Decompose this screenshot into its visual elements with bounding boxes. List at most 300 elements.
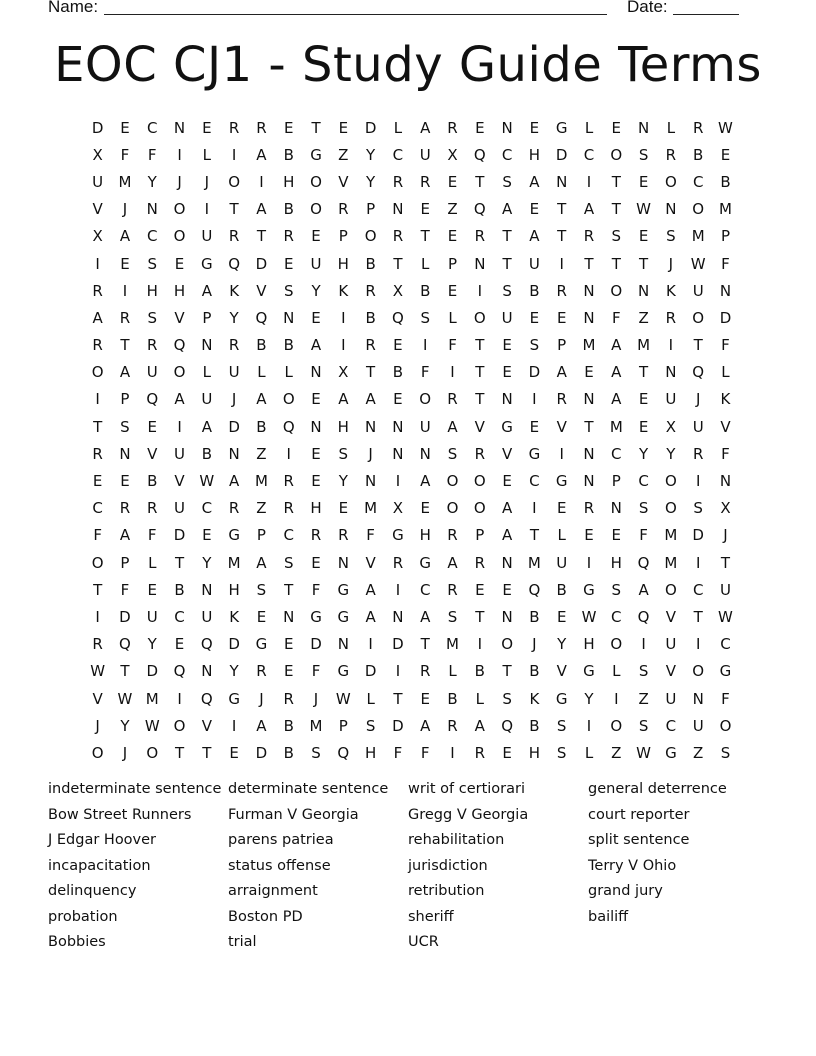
grid-letter: B: [420, 281, 431, 300]
grid-letter: L: [666, 118, 676, 137]
grid-letter: E: [147, 580, 157, 599]
grid-letter: T: [202, 743, 212, 762]
grid-letter: R: [256, 118, 267, 137]
grid-letter: N: [146, 200, 158, 219]
word-list-column: [48, 778, 221, 957]
grid-letter: E: [120, 254, 130, 273]
grid-letter: X: [338, 363, 349, 382]
grid-letter: C: [92, 499, 103, 518]
grid-letter: V: [556, 417, 567, 436]
grid-letter: G: [665, 743, 677, 762]
grid-letter: M: [309, 716, 323, 735]
grid-letter: K: [338, 281, 349, 300]
grid-letter: S: [611, 580, 622, 599]
grid-letter: M: [664, 553, 678, 572]
grid-letter: S: [502, 172, 512, 191]
grid-letter: D: [364, 118, 377, 137]
grid-letter: A: [201, 417, 212, 436]
grid-letter: Q: [173, 662, 186, 681]
grid-letter: P: [120, 553, 130, 572]
grid-letter: L: [584, 743, 594, 762]
grid-letter: E: [638, 390, 649, 409]
grid-letter: G: [310, 145, 322, 164]
date-blank-line: [673, 14, 739, 15]
grid-row: [84, 413, 739, 440]
grid-letter: S: [638, 145, 649, 164]
grid-letter: I: [695, 472, 701, 491]
grid-letter: B: [365, 308, 376, 327]
grid-letter: G: [337, 607, 350, 626]
grid-letter: N: [119, 444, 131, 463]
grid-letter: T: [693, 607, 703, 626]
grid-row: [84, 223, 739, 250]
word-list-item: writ of certiorari: [408, 781, 526, 797]
grid-letter: R: [228, 499, 240, 518]
grid-row: [84, 739, 739, 766]
grid-letter: O: [446, 499, 459, 518]
grid-letter: Y: [584, 689, 594, 708]
grid-letter: I: [559, 254, 564, 273]
grid-letter: R: [447, 390, 458, 409]
grid-letter: M: [637, 336, 651, 355]
grid-letter: E: [611, 118, 622, 137]
grid-letter: U: [501, 308, 513, 327]
grid-letter: H: [310, 499, 322, 518]
name-blank-line: [104, 14, 607, 15]
grid-letter: H: [337, 254, 349, 273]
grid-letter: S: [338, 444, 349, 463]
grid-letter: B: [529, 281, 540, 300]
grid-letter: V: [256, 281, 267, 300]
grid-letter: L: [448, 662, 457, 681]
grid-letter: G: [255, 635, 268, 654]
grid-letter: Z: [256, 444, 267, 463]
word-list-item: Furman V Georgia: [228, 806, 359, 823]
grid-letter: F: [120, 145, 130, 164]
grid-letter: P: [720, 227, 730, 246]
grid-letter: R: [474, 743, 486, 762]
grid-letter: R: [583, 499, 595, 518]
grid-letter: P: [338, 227, 348, 246]
grid-row: [84, 141, 739, 168]
grid-row: [84, 196, 739, 223]
grid-row: [84, 631, 739, 658]
grid-letter: R: [119, 308, 131, 327]
grid-letter: E: [502, 472, 512, 491]
grid-letter: T: [557, 200, 567, 219]
grid-letter: A: [256, 716, 267, 735]
grid-letter: O: [173, 227, 186, 246]
grid-row: [84, 576, 739, 603]
grid-letter: I: [95, 254, 100, 273]
grid-letter: E: [120, 118, 130, 137]
grid-letter: C: [611, 444, 622, 463]
grid-letter: T: [502, 254, 512, 273]
grid-letter: Z: [611, 743, 622, 762]
grid-letter: C: [611, 607, 622, 626]
grid-letter: T: [584, 254, 594, 273]
grid-letter: N: [556, 172, 568, 191]
grid-letter: T: [502, 227, 512, 246]
grid-letter: V: [665, 607, 677, 626]
grid-letter: A: [501, 200, 513, 219]
grid-letter: I: [177, 145, 182, 164]
grid-letter: X: [447, 145, 458, 164]
grid-letter: S: [447, 607, 458, 626]
grid-letter: A: [119, 363, 131, 382]
grid-letter: G: [719, 662, 732, 681]
grid-letter: T: [639, 254, 649, 273]
grid-letter: D: [310, 635, 322, 654]
grid-letter: N: [610, 499, 622, 518]
grid-letter: N: [392, 417, 404, 436]
grid-letter: B: [529, 662, 540, 681]
grid-letter: V: [365, 553, 376, 572]
grid-letter: E: [338, 499, 349, 518]
grid-letter: A: [256, 145, 267, 164]
grid-letter: Y: [639, 444, 649, 463]
grid-letter: A: [420, 607, 431, 626]
grid-letter: S: [611, 227, 622, 246]
grid-letter: E: [502, 580, 512, 599]
grid-letter: C: [174, 607, 185, 626]
grid-letter: O: [664, 499, 677, 518]
grid-letter: R: [256, 662, 267, 681]
grid-letter: G: [555, 118, 568, 137]
grid-letter: Z: [256, 499, 267, 518]
grid-letter: U: [719, 580, 731, 599]
grid-letter: A: [420, 118, 431, 137]
grid-letter: M: [364, 499, 378, 518]
word-list-item: probation: [48, 908, 118, 925]
grid-letter: Z: [638, 689, 649, 708]
grid-letter: I: [422, 336, 428, 355]
grid-letter: E: [229, 743, 239, 762]
grid-letter: N: [365, 472, 377, 491]
grid-letter: L: [557, 526, 566, 545]
grid-letter: H: [583, 635, 595, 654]
grid-letter: G: [555, 472, 568, 491]
grid-letter: S: [311, 743, 321, 762]
grid-letter: P: [611, 472, 621, 491]
grid-letter: U: [174, 444, 186, 463]
grid-letter: K: [720, 390, 731, 409]
grid-letter: Z: [447, 200, 458, 219]
grid-letter: T: [557, 227, 567, 246]
grid-row: [84, 386, 739, 413]
word-list-item: Boston PD: [228, 908, 303, 925]
name-label: Name:: [48, 0, 99, 16]
grid-letter: I: [532, 390, 537, 409]
grid-letter: E: [502, 336, 512, 355]
grid-letter: T: [174, 553, 185, 572]
grid-letter: O: [719, 716, 732, 735]
grid-letter: E: [529, 118, 540, 137]
grid-letter: R: [583, 227, 595, 246]
grid-letter: T: [311, 118, 321, 137]
grid-letter: E: [447, 172, 458, 191]
grid-letter: C: [501, 145, 513, 164]
grid-letter: O: [473, 308, 486, 327]
grid-letter: B: [256, 417, 267, 436]
grid-letter: W: [117, 689, 133, 708]
grid-letter: O: [91, 363, 104, 382]
grid-letter: A: [611, 363, 622, 382]
grid-letter: F: [393, 743, 403, 762]
grid-letter: E: [174, 254, 185, 273]
grid-letter: E: [529, 200, 540, 219]
grid-letter: W: [199, 472, 215, 491]
page-title: EOC CJ1 - Study Guide Terms: [54, 37, 762, 93]
grid-letter: U: [556, 553, 568, 572]
grid-letter: D: [555, 145, 568, 164]
grid-letter: G: [201, 254, 213, 273]
grid-letter: S: [420, 308, 430, 327]
grid-letter: Z: [693, 743, 704, 762]
grid-letter: U: [419, 417, 431, 436]
grid-letter: F: [721, 336, 730, 355]
grid-letter: E: [147, 417, 157, 436]
grid-letter: A: [365, 390, 376, 409]
grid-letter: J: [668, 254, 674, 273]
grid-letter: A: [611, 336, 622, 355]
grid-letter: E: [311, 472, 321, 491]
grid-letter: F: [147, 526, 157, 545]
grid-letter: I: [95, 607, 100, 626]
grid-letter: U: [665, 689, 677, 708]
grid-letter: C: [147, 227, 158, 246]
word-list-item: determinate sentence: [228, 781, 389, 797]
grid-letter: W: [636, 743, 651, 762]
grid-letter: O: [146, 743, 159, 762]
grid-letter: T: [611, 172, 621, 191]
grid-letter: U: [92, 172, 104, 191]
grid-letter: O: [364, 227, 377, 246]
grid-letter: R: [92, 281, 103, 300]
grid-letter: N: [474, 254, 486, 273]
grid-letter: T: [420, 635, 430, 654]
grid-letter: B: [529, 716, 540, 735]
grid-letter: T: [284, 580, 294, 599]
grid-letter: I: [286, 444, 291, 463]
grid-letter: S: [529, 336, 540, 355]
grid-letter: T: [475, 607, 485, 626]
grid-letter: Q: [200, 635, 213, 654]
grid-letter: N: [283, 308, 295, 327]
grid-letter: R: [447, 580, 458, 599]
grid-letter: N: [365, 417, 377, 436]
grid-letter: I: [586, 716, 592, 735]
grid-letter: E: [420, 689, 430, 708]
grid-letter: O: [664, 580, 677, 599]
grid-letter: G: [337, 580, 350, 599]
word-list-item: J Edgar Hoover: [48, 832, 157, 848]
grid-letter: S: [502, 281, 512, 300]
grid-letter: H: [283, 172, 295, 191]
grid-letter: B: [693, 145, 704, 164]
word-list-item: Terry V Ohio: [588, 857, 677, 874]
grid-letter: J: [723, 526, 728, 545]
grid-letter: N: [201, 580, 213, 599]
grid-letter: R: [692, 444, 704, 463]
grid-letter: E: [338, 118, 349, 137]
grid-letter: S: [447, 444, 458, 463]
grid-letter: T: [174, 743, 185, 762]
grid-row: [84, 685, 739, 712]
grid-letter: V: [338, 172, 349, 191]
grid-letter: V: [92, 689, 103, 708]
grid-letter: E: [311, 444, 321, 463]
grid-letter: O: [692, 200, 705, 219]
grid-letter: J: [122, 743, 128, 762]
grid-letter: M: [719, 200, 732, 219]
grid-letter: A: [365, 580, 376, 599]
grid-letter: O: [173, 716, 186, 735]
grid-letter: O: [664, 472, 677, 491]
grid-letter: F: [721, 444, 730, 463]
grid-letter: U: [310, 254, 322, 273]
grid-letter: Q: [200, 689, 213, 708]
grid-letter: Y: [120, 716, 130, 735]
grid-letter: I: [450, 743, 455, 762]
grid-letter: I: [695, 635, 701, 654]
grid-letter: F: [311, 662, 321, 681]
grid-letter: B: [283, 716, 294, 735]
grid-letter: P: [557, 336, 567, 355]
grid-letter: N: [392, 444, 404, 463]
grid-letter: E: [92, 472, 103, 491]
grid-letter: P: [447, 254, 458, 273]
grid-letter: C: [419, 580, 431, 599]
grid-letter: Y: [666, 444, 676, 463]
grid-row: [84, 495, 739, 522]
date-label: Date:: [627, 0, 668, 16]
word-list-item: sheriff: [408, 908, 454, 925]
grid-letter: A: [529, 227, 540, 246]
grid-letter: B: [256, 336, 267, 355]
grid-letter: C: [692, 580, 704, 599]
grid-letter: U: [201, 607, 213, 626]
grid-row: [84, 549, 739, 576]
grid-letter: E: [283, 254, 294, 273]
grid-letter: T: [120, 336, 130, 355]
grid-letter: Y: [311, 281, 321, 300]
grid-letter: I: [177, 689, 182, 708]
grid-letter: R: [447, 118, 458, 137]
grid-letter: C: [692, 172, 704, 191]
grid-letter: C: [665, 716, 677, 735]
grid-letter: R: [119, 499, 131, 518]
grid-letter: A: [447, 553, 458, 572]
grid-letter: R: [283, 227, 294, 246]
grid-letter: E: [256, 607, 267, 626]
grid-letter: R: [365, 281, 376, 300]
grid-letter: B: [283, 336, 294, 355]
grid-letter: S: [283, 281, 294, 300]
grid-letter: A: [529, 172, 540, 191]
grid-letter: R: [283, 472, 294, 491]
grid-letter: S: [720, 743, 731, 762]
grid-letter: Q: [228, 254, 241, 273]
grid-letter: B: [174, 580, 185, 599]
grid-letter: V: [556, 662, 567, 681]
grid-letter: E: [393, 336, 403, 355]
grid-letter: R: [419, 662, 431, 681]
grid-row: [84, 440, 739, 467]
grid-letter: J: [368, 444, 373, 463]
grid-letter: F: [120, 580, 130, 599]
grid-letter: V: [174, 472, 185, 491]
grid-letter: T: [229, 200, 239, 219]
grid-letter: A: [256, 200, 267, 219]
grid-letter: O: [610, 145, 623, 164]
grid-letter: B: [529, 607, 540, 626]
grid-letter: Q: [337, 743, 350, 762]
grid-letter: J: [259, 689, 264, 708]
grid-letter: O: [473, 499, 486, 518]
grid-letter: E: [638, 172, 649, 191]
grid-letter: R: [665, 308, 677, 327]
word-list-item: court reporter: [588, 806, 690, 823]
grid-letter: W: [690, 254, 706, 273]
grid-letter: G: [528, 444, 541, 463]
grid-letter: X: [665, 417, 677, 436]
grid-letter: A: [447, 417, 458, 436]
grid-letter: L: [257, 363, 266, 382]
grid-row: [84, 277, 739, 304]
word-list-item: Bobbies: [48, 934, 106, 950]
grid-letter: S: [147, 254, 157, 273]
grid-letter: N: [583, 472, 595, 491]
grid-letter: T: [256, 227, 267, 246]
grid-letter: L: [448, 308, 457, 327]
grid-letter: A: [174, 390, 185, 409]
grid-letter: T: [611, 200, 621, 219]
grid-letter: Q: [528, 580, 541, 599]
grid-letter: Q: [173, 336, 186, 355]
grid-letter: G: [392, 526, 404, 545]
grid-letter: P: [120, 390, 130, 409]
grid-letter: A: [420, 472, 431, 491]
word-list-item: UCR: [408, 934, 439, 950]
grid-letter: I: [231, 716, 237, 735]
grid-letter: N: [392, 200, 404, 219]
grid-letter: K: [229, 281, 240, 300]
grid-letter: Q: [501, 716, 513, 735]
grid-letter: U: [146, 363, 158, 382]
grid-letter: R: [474, 444, 486, 463]
grid-letter: M: [145, 689, 159, 708]
word-list-item: rehabilitation: [408, 832, 505, 848]
grid-letter: F: [366, 526, 375, 545]
grid-letter: O: [501, 635, 513, 654]
grid-letter: A: [501, 499, 513, 518]
word-list-item: status offense: [228, 857, 331, 874]
grid-letter: T: [693, 336, 703, 355]
grid-letter: E: [556, 499, 567, 518]
grid-letter: D: [146, 662, 159, 681]
grid-letter: O: [692, 308, 705, 327]
grid-row: [84, 359, 739, 386]
grid-letter: B: [447, 689, 458, 708]
grid-letter: N: [201, 662, 213, 681]
grid-letter: N: [501, 553, 513, 572]
grid-letter: S: [693, 499, 703, 518]
grid-letter: F: [420, 363, 430, 382]
grid-letter: T: [584, 417, 594, 436]
grid-letter: O: [664, 172, 677, 191]
grid-letter: Y: [229, 308, 239, 327]
